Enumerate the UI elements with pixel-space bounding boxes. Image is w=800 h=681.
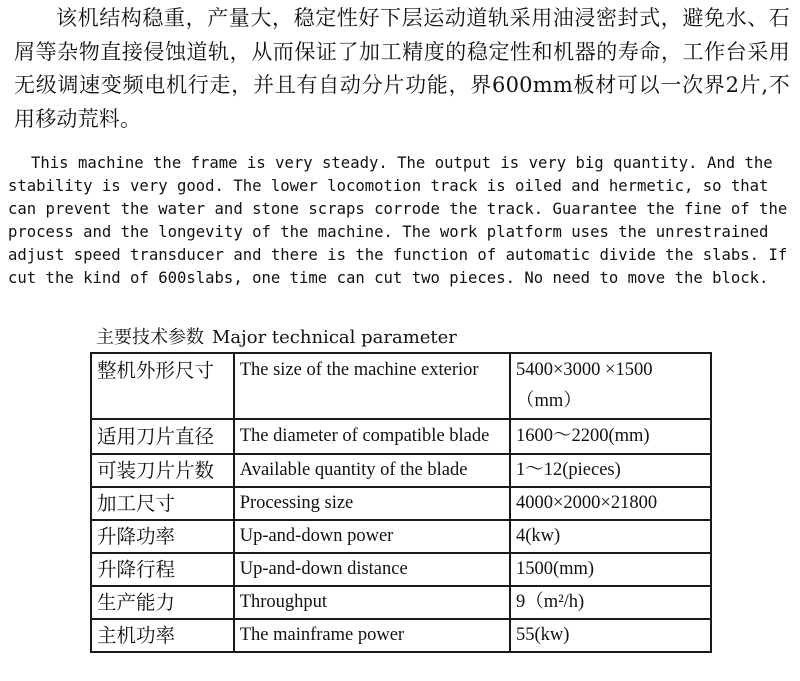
table-row bbox=[91, 487, 711, 520]
param-name-english: Up-and-down power bbox=[234, 520, 510, 553]
param-name-chinese: 整机外形尺寸 bbox=[91, 353, 234, 419]
param-name-chinese: 可装刀片片数 bbox=[91, 454, 234, 487]
param-name-chinese: 升降功率 bbox=[91, 520, 234, 553]
table-row bbox=[91, 353, 711, 419]
param-value: 1500(mm) bbox=[510, 553, 711, 586]
param-name-chinese: 加工尺寸 bbox=[91, 487, 234, 520]
param-name-english: The diameter of compatible blade bbox=[234, 419, 510, 454]
intro-english-paragraph: This machine the frame is very steady. The output is very big quantity. And the stability is very good. The lower locomotion track is oiled and hermetic, so that can prevent the water and stone scraps corrode the track. Guarantee the fine of the process and the longevity of the machine. The work platform uses the unrestrained adjust speed transducer and there is the function of automatic divide the slabs. If cut the kind of 600slabs, one time can cut two pieces. No need to move the block. bbox=[8, 154, 797, 287]
param-value: 4(kw) bbox=[510, 520, 711, 553]
param-value: 5400×3000 ×1500（mm） bbox=[510, 353, 711, 419]
param-name-english: The mainframe power bbox=[234, 619, 510, 652]
param-name-english: Up-and-down distance bbox=[234, 553, 510, 586]
param-name-chinese: 生产能力 bbox=[91, 586, 234, 619]
table-row bbox=[91, 419, 711, 454]
table-caption-english: Major technical parameter bbox=[212, 327, 457, 348]
param-name-chinese: 适用刀片直径 bbox=[91, 419, 234, 454]
param-value: 55(kw) bbox=[510, 619, 711, 652]
param-value: 9（m²/h) bbox=[510, 586, 711, 619]
table-row bbox=[91, 454, 711, 487]
param-name-chinese: 主机功率 bbox=[91, 619, 234, 652]
param-name-english: The size of the machine exterior bbox=[234, 353, 510, 419]
table-row bbox=[91, 619, 711, 652]
param-name-chinese: 升降行程 bbox=[91, 553, 234, 586]
table-row bbox=[91, 553, 711, 586]
param-value: 1600～2200(mm) bbox=[510, 419, 711, 454]
table-caption-chinese: 主要技术参数 bbox=[96, 327, 204, 348]
table-row bbox=[91, 520, 711, 553]
param-name-english: Processing size bbox=[234, 487, 510, 520]
table-row bbox=[91, 586, 711, 619]
param-value: 4000×2000×21800 bbox=[510, 487, 711, 520]
param-value: 1～12(pieces) bbox=[510, 454, 711, 487]
technical-parameter-table bbox=[90, 352, 712, 653]
table-caption bbox=[96, 326, 457, 350]
param-name-english: Available quantity of the blade bbox=[234, 454, 510, 487]
intro-chinese-paragraph: 该机结构稳重，产量大，稳定性好下层运动道轨采用油浸密封式，避免水、石屑等杂物直接侵蚀道轨，从而保证了加工精度的稳定性和机器的寿命，工作台采用无级调速变频电机行走，并且有自动分片功能，界600mm板材可以一次界2片,不用移动荒料。 bbox=[14, 6, 790, 131]
param-name-english: Throughput bbox=[234, 586, 510, 619]
